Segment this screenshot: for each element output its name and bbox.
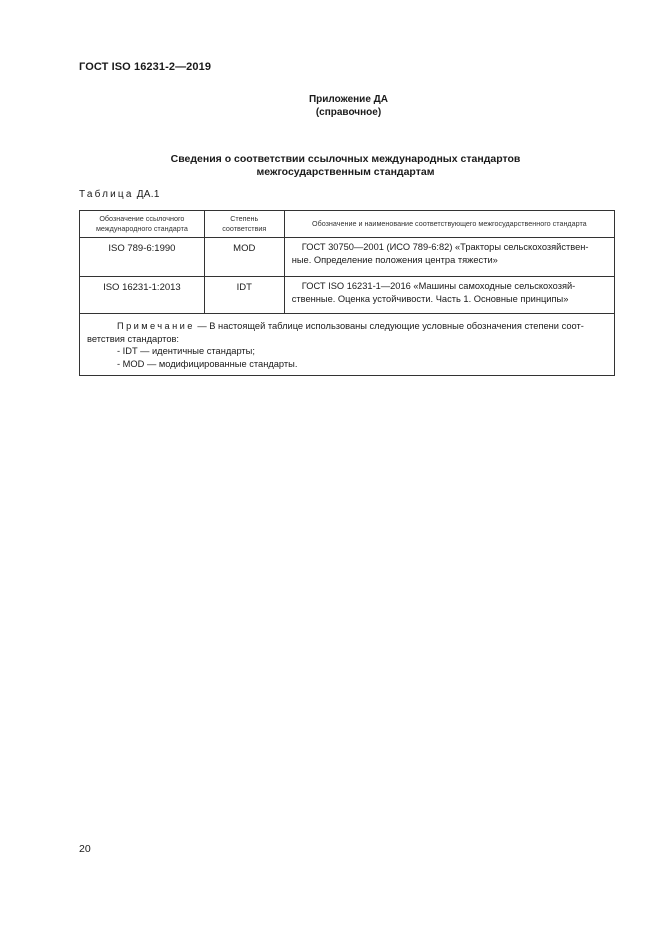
cell-description: [284, 238, 614, 277]
appendix-title: Приложение ДА: [308, 94, 389, 105]
table-note: [80, 314, 615, 376]
note-line1: [87, 320, 607, 333]
cell-degree: IDT: [204, 277, 284, 314]
cell-reference: ISO 16231-1:2013: [80, 277, 205, 314]
section-title-line2: межгосударственным стандартам: [256, 166, 435, 178]
note-label: Примечание: [117, 321, 195, 331]
note-item-mod: - MOD — модифицированные стандарты.: [117, 358, 298, 369]
appendix-heading: [0, 93, 661, 119]
description-line1: ГОСТ 30750—2001 (ИСО 789-6:82) «Тракторы сельскохозяйствен-: [301, 242, 589, 252]
table-row: [80, 277, 615, 314]
table-row: [80, 238, 615, 277]
table-caption-number: ДА.1: [136, 189, 160, 200]
header-reference-standard: Обозначение ссылочного международного стандарта: [80, 211, 205, 238]
note-line2: ветствия стандартов:: [87, 333, 180, 344]
table-header-row: [80, 211, 615, 238]
header-degree: Степень соответствия: [204, 211, 284, 238]
note-text1: — В настоящей таблице использованы следующие условные обозначения степени соот-: [194, 321, 584, 331]
cell-description: [284, 277, 614, 314]
description-line1: ГОСТ ISO 16231-1—2016 «Машины самоходные сельскохозяй-: [301, 281, 576, 291]
section-title: [0, 153, 661, 179]
header-interstate-standard: Обозначение и наименование соответствующего межгосударственного стандарта: [284, 211, 614, 238]
standards-table: [79, 210, 615, 376]
section-title-line1: Сведения о соответствии ссылочных международных стандартов: [170, 153, 521, 165]
description-line2: ственные. Оценка устойчивости. Часть 1. Основные принципы»: [291, 294, 569, 304]
appendix-subtitle: (справочное): [315, 107, 382, 118]
table-caption: [79, 189, 160, 200]
page-number: 20: [79, 843, 91, 855]
table-note-row: [80, 314, 615, 376]
document-header: ГОСТ ISO 16231-2—2019: [79, 61, 212, 73]
description-line2: ные. Определение положения центра тяжести»: [291, 255, 498, 265]
table-caption-word: Таблица: [79, 189, 134, 200]
cell-reference: ISO 789-6:1990: [80, 238, 205, 277]
cell-degree: MOD: [204, 238, 284, 277]
note-item-idt: - IDT — идентичные стандарты;: [117, 346, 255, 356]
